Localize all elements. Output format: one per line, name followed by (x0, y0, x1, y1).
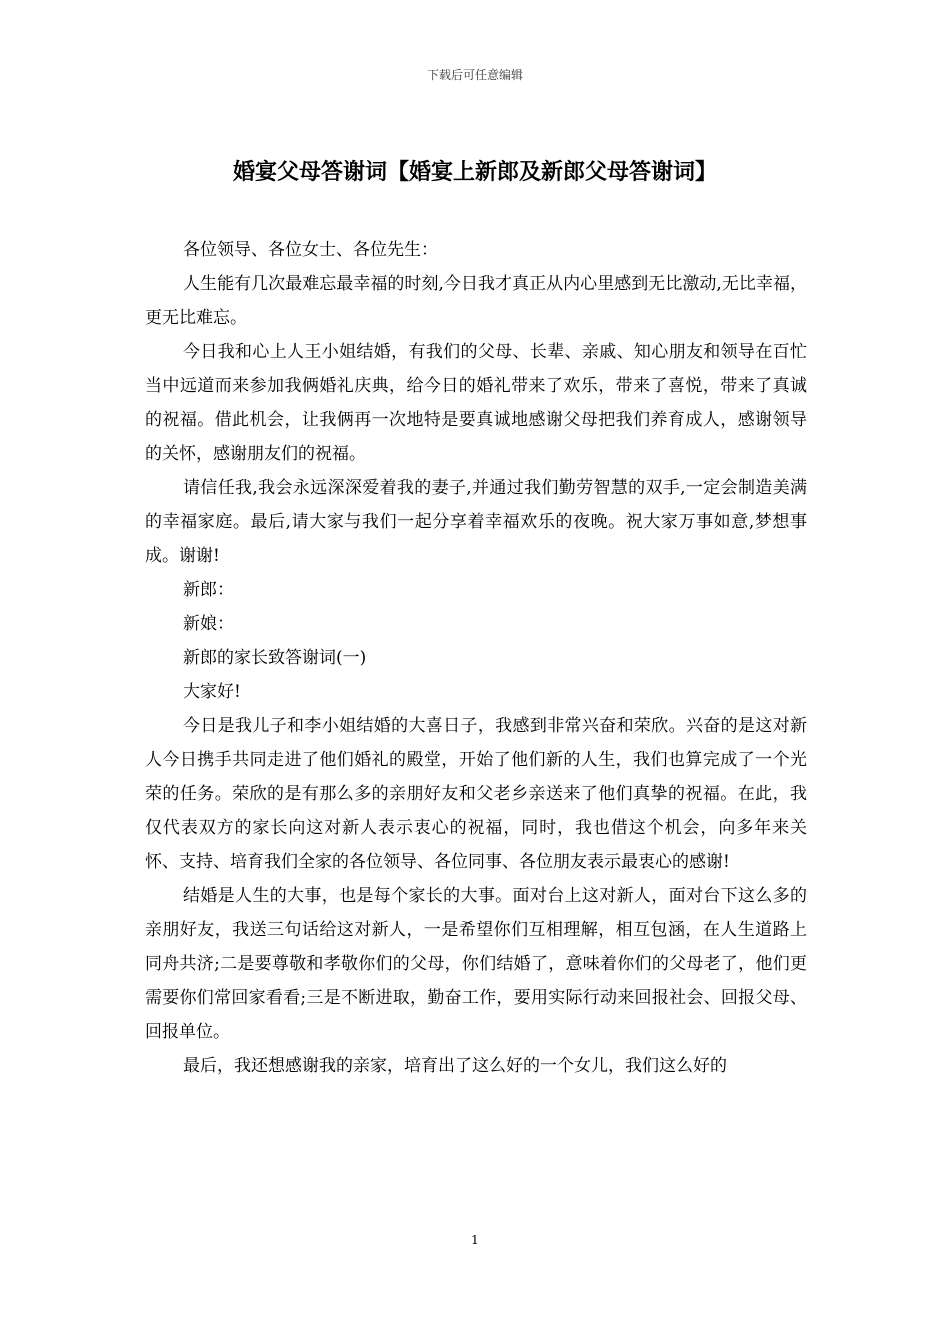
paragraph-greeting: 大家好! (183, 682, 241, 702)
document-body (145, 233, 807, 1083)
paragraph: 今日我和心上人王小姐结婚，有我们的父母、长辈、亲戚、知心朋友和领导在百忙当中远道而来参加我俩婚礼庆典，给今日的婚礼带来了欢乐，带来了喜悦，带来了真诚的祝福。借此机会，让我俩再一次地特是要真诚地感谢父母把我们养育成人，感谢领导的关怀，感谢朋友们的祝福。 (145, 342, 807, 464)
signature-bride: 新娘： (183, 614, 234, 634)
header-note: 下载后可任意编辑 (426, 68, 523, 82)
document-title: 婚宴父母答谢词【婚宴上新郎及新郎父母答谢词】 (232, 159, 717, 185)
paragraph: 请信任我,我会永远深深爱着我的妻子,并通过我们勤劳智慧的双手,一定会制造美满的幸福家庭。最后,请大家与我们一起分享着幸福欢乐的夜晚。祝大家万事如意,梦想事成。谢谢! (145, 478, 807, 566)
paragraph: 人生能有几次最难忘最幸福的时刻,今日我才真正从内心里感到无比激动,无比幸福，更无比难忘。 (145, 274, 807, 328)
page-number: 1 (471, 1233, 479, 1247)
section-heading: 新郎的家长致答谢词(一) (183, 648, 367, 668)
paragraph: 最后，我还想感谢我的亲家，培育出了这么好的一个女儿，我们这么好的 (183, 1056, 727, 1076)
paragraph: 今日是我儿子和李小姐结婚的大喜日子，我感到非常兴奋和荣欣。兴奋的是这对新人今日携手共同走进了他们婚礼的殿堂，开始了他们新的人生，我们也算完成了一个光荣的任务。荣欣的是有那么多的亲朋好友和父老乡亲送来了他们真挚的祝福。在此，我仅代表双方的家长向这对新人表示衷心的祝福，同时，我也借这个机会，向多年来关怀、支持、培育我们全家的各位领导、各位同事、各位朋友表示最衷心的感谢! (145, 716, 807, 872)
signature-groom: 新郎： (183, 580, 234, 600)
paragraph-salutation: 各位领导、各位女士、各位先生： (183, 240, 438, 260)
paragraph: 结婚是人生的大事，也是每个家长的大事。面对台上这对新人，面对台下这么多的亲朋好友，我送三句话给这对新人，一是希望你们互相理解，相互包涵，在人生道路上同舟共济;二是要尊敬和孝敬你们的父母，你们结婚了，意味着你们的父母老了，他们更需要你们常回家看看;三是不断进取，勤奋工作，要用实际行动来回报社会、回报父母、回报单位。 (145, 886, 807, 1042)
